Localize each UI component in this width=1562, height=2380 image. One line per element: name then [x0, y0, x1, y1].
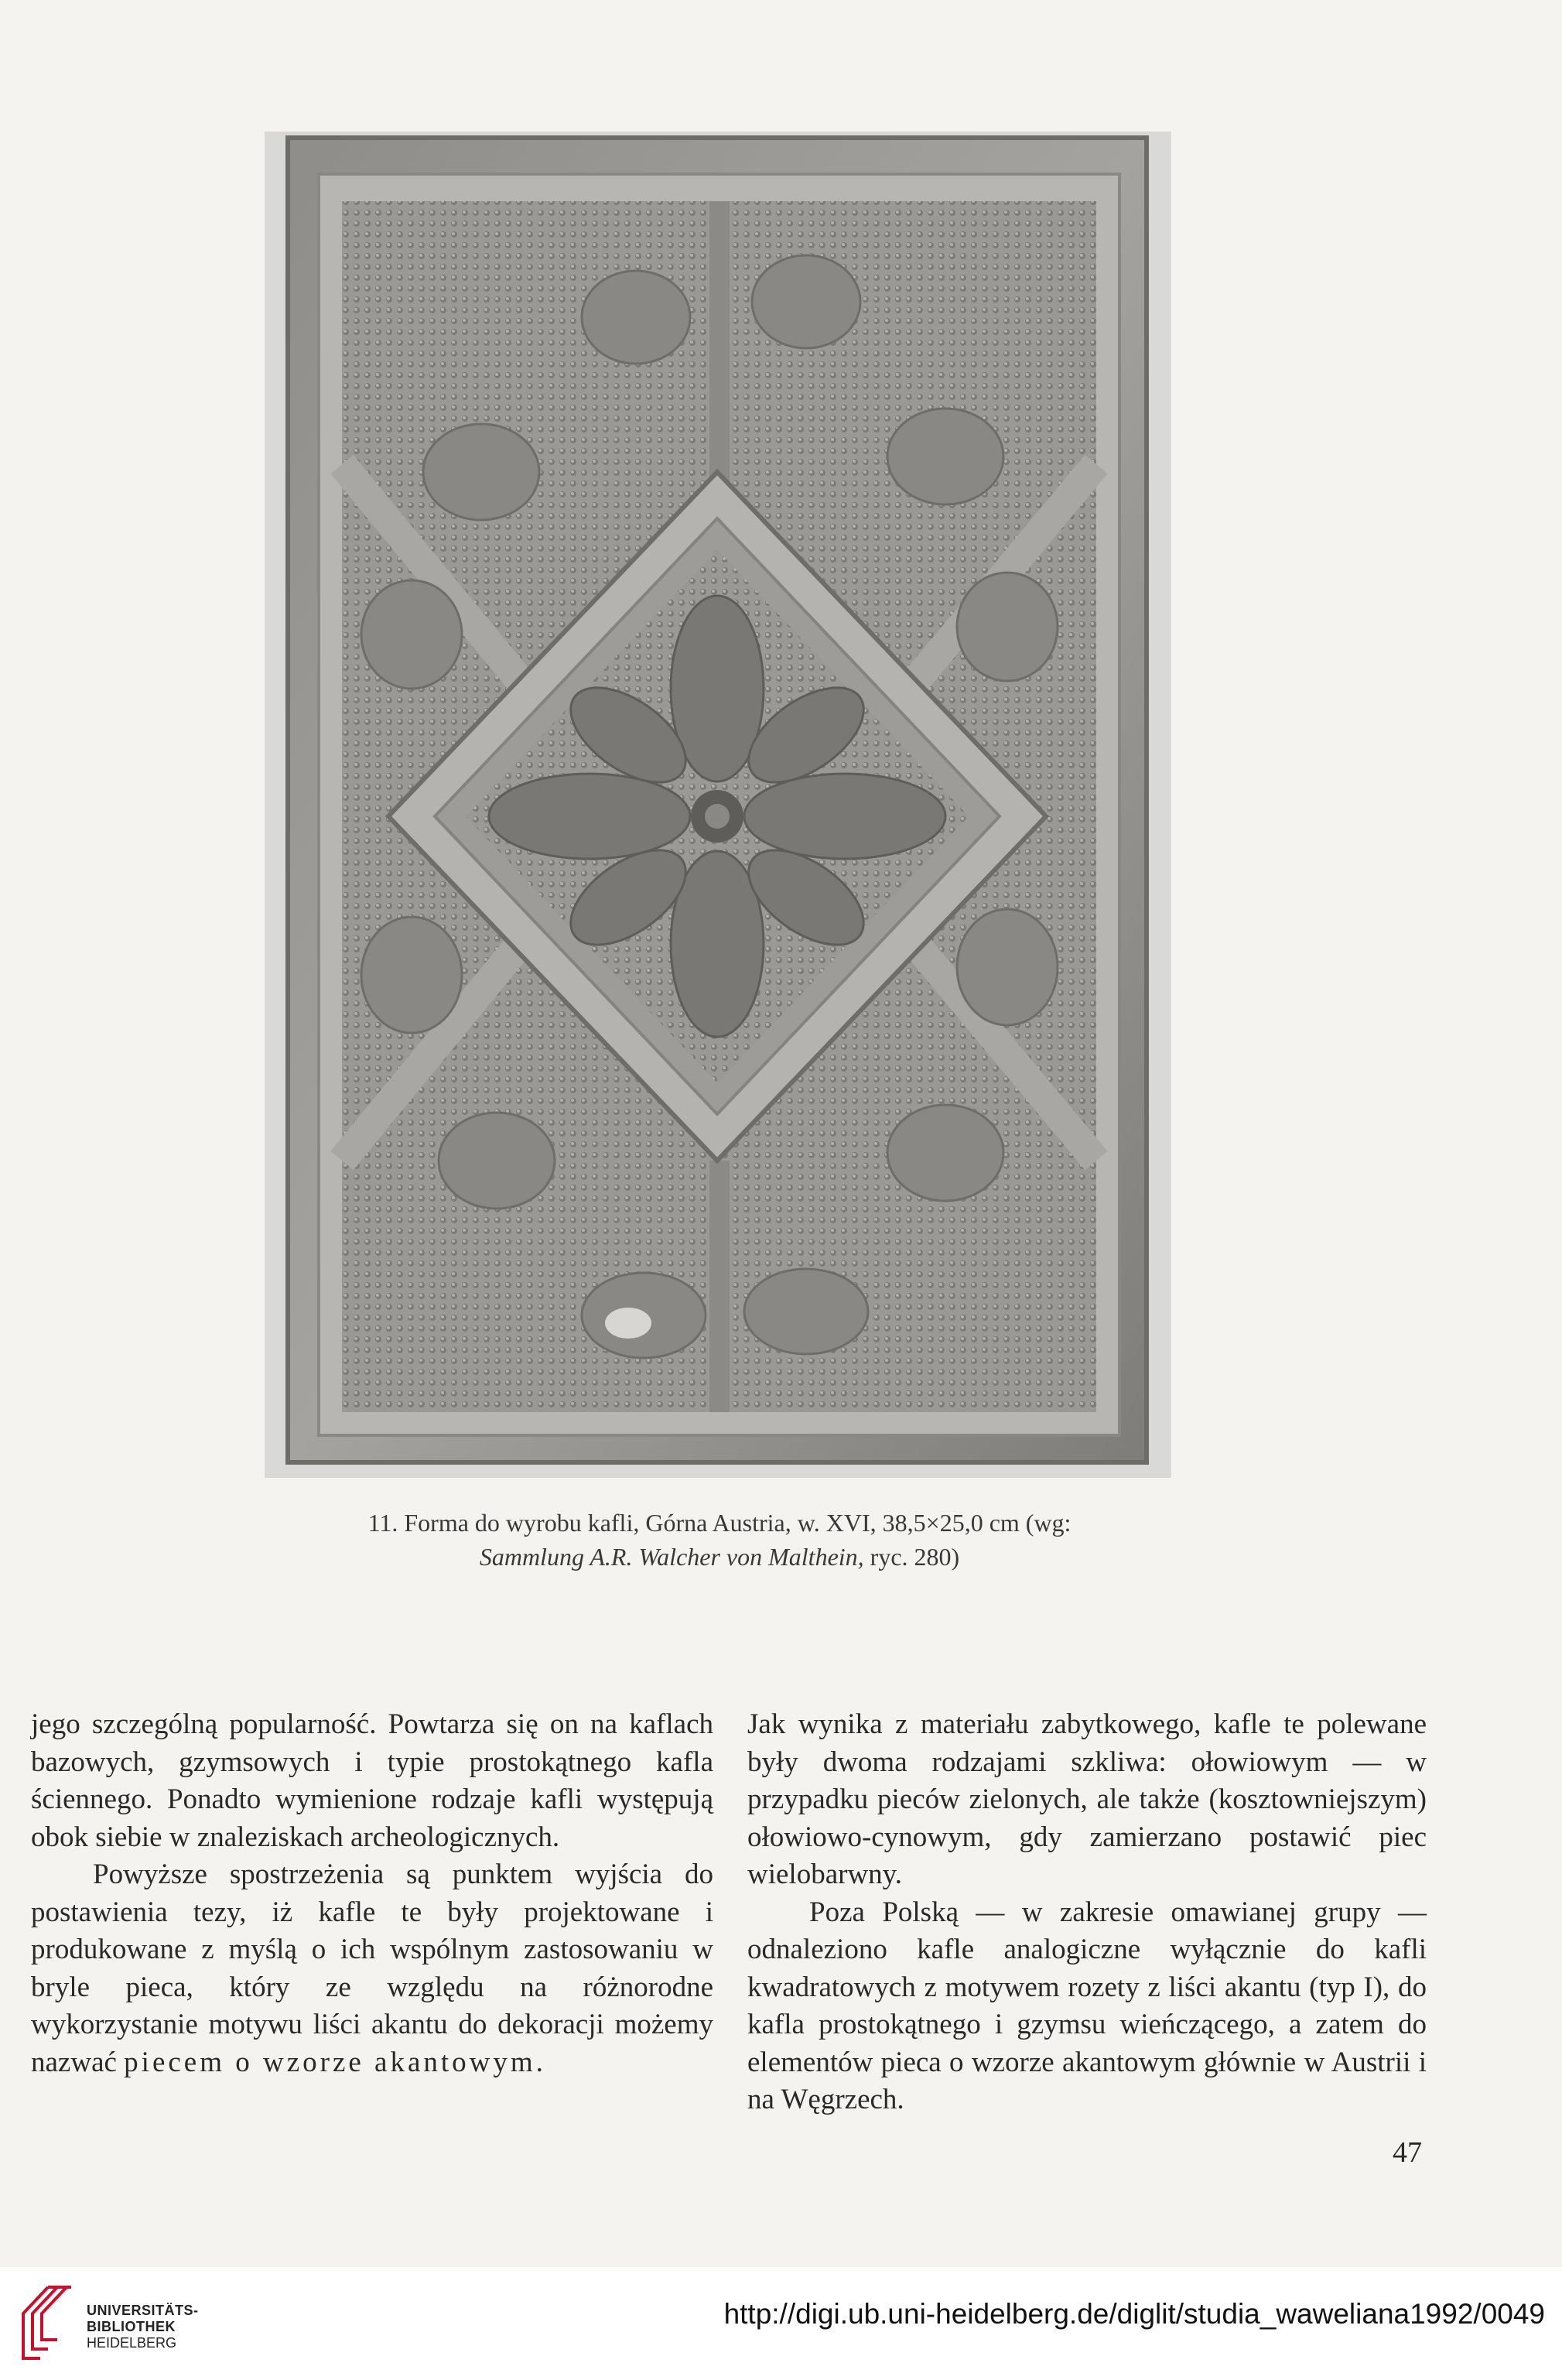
- left-paragraph-2-spaced: piecem o wzorze akantowym.: [124, 2046, 546, 2078]
- page-number: 47: [1393, 2136, 1422, 2169]
- footer-bar: [0, 2267, 1562, 2380]
- tile-mold-image: [265, 132, 1171, 1478]
- left-text-column: [31, 1706, 713, 2081]
- left-paragraph-2-text: Powyższe spostrzeżenia są punktem wyjścia do postawienia tezy, iż kafle te były projektowane i produkowane z myślą o ich wspólnym zastosowaniu w bryle pieca, który ze względu na różnorodne wykorzystanie motywu liści akantu do dekoracji możemy nazwać: [31, 1859, 713, 2078]
- document-url-link[interactable]: http://digi.ub.uni-heidelberg.de/diglit/studia_waweliana1992/0049: [723, 2298, 1545, 2330]
- library-name-line-2: BIBLIOTHEK: [87, 2319, 176, 2334]
- tile-mold-photograph: [265, 132, 1171, 1478]
- right-paragraph-2: Poza Polską — w zakresie omawianej grupy — odnaleziono kafle analogiczne wyłącznie do kafli kwadratowych z motywem rozety z liści akantu (typ I), do kafla prostokątnego i gzymsu wieńczącego, a zatem do elementów pieca o wzorze akantowym głównie w Austrii i na Węgrzech.: [747, 1896, 1427, 2115]
- left-paragraph-2: [31, 1856, 713, 2081]
- figure-caption: [309, 1506, 1130, 1574]
- caption-source-italic: Sammlung A.R. Walcher von Malthein,: [479, 1543, 864, 1571]
- library-logo-icon[interactable]: [17, 2283, 76, 2363]
- left-paragraph-1: jego szczególną popularność. Powtarza się on na kaflach bazowych, gzymsowych i typie prostokątnego kafla ściennego. Ponadto wymienione rodzaje kafli występują obok siebie w znaleziskach archeologicznych.: [31, 1708, 713, 1853]
- right-paragraph-1: Jak wynika z materiału zabytkowego, kafle te polewane były dwoma rodzajami szkliwa: ołowiowym — w przypadku pieców zielonych, ale także (kosztowniejszym) ołowiowo-cynowym, gdy zamierzano postawić piec wielobarwny.: [747, 1708, 1427, 1890]
- right-text-column: [747, 1706, 1427, 2119]
- library-name-line-3: HEIDELBERG: [87, 2335, 177, 2351]
- caption-source-tail: ryc. 280): [863, 1543, 960, 1571]
- library-name: [87, 2303, 199, 2351]
- library-name-line-1: UNIVERSITÄTS-: [87, 2303, 199, 2318]
- caption-line-1: 11. Forma do wyrobu kafli, Górna Austria, w. XVI, 38,5×25,0 cm (wg:: [367, 1509, 1072, 1537]
